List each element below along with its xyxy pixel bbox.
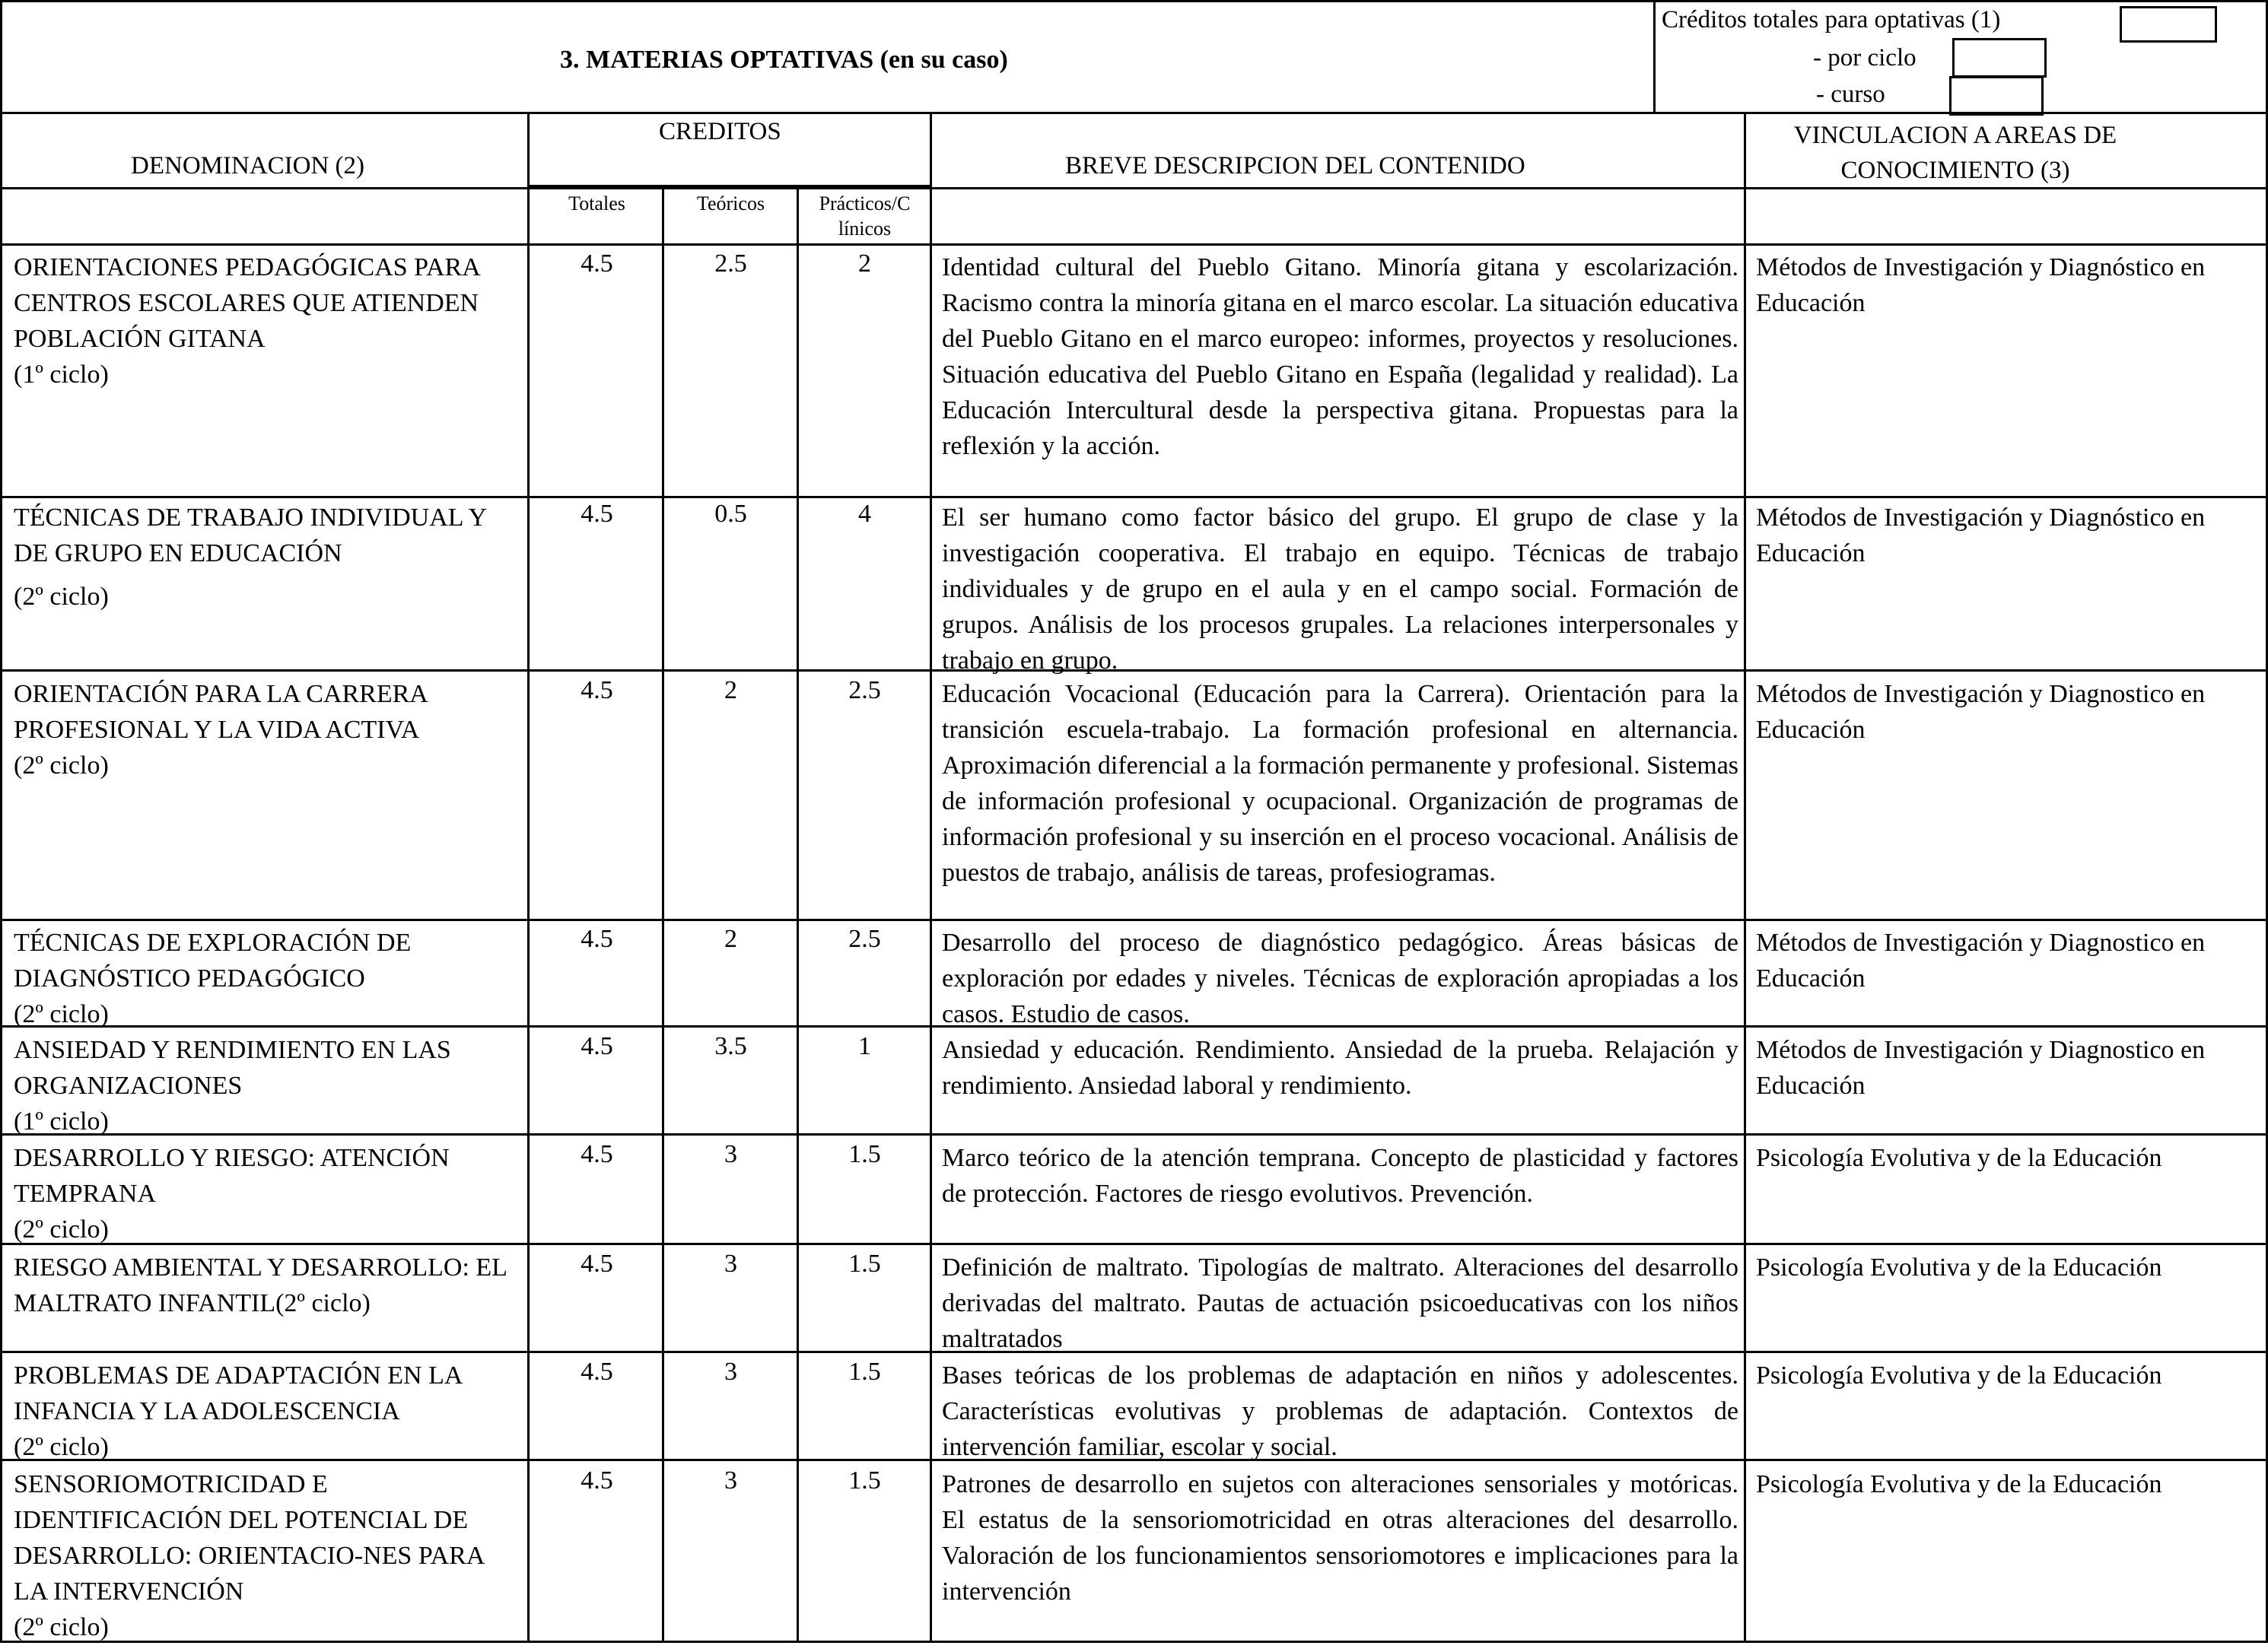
cell-teoricos: 3 bbox=[724, 1140, 737, 1168]
cell-area: Métodos de Investigación y Diagnóstico en Educación bbox=[1756, 504, 2206, 567]
row-name: RIESGO AMBIENTAL Y DESARROLLO: EL MALTRATO INFANTIL(2º ciclo) bbox=[14, 1253, 507, 1317]
credits-total-box bbox=[2120, 6, 2217, 43]
cell-description: El ser humano como factor básico del grupo. El grupo de clase y la investigación cooperativa. El trabajo en equipo. Técnicas de trabajo individuales y de grupo en el aula y en el campo social. Formación de grupos. Análisis de los procesos grupales. La relaciones interpersonales y trabajo en grupo. bbox=[942, 504, 1738, 675]
cell-practicos: 1.5 bbox=[848, 1140, 881, 1168]
page-title: 3. MATERIAS OPTATIVAS (en su caso) bbox=[560, 46, 1008, 74]
per-cycle-label: - por ciclo bbox=[1813, 44, 1917, 71]
cell-description: Ansiedad y educación. Rendimiento. Ansiedad de la prueba. Relajación y rendimiento. Ansiedad laboral y rendimiento. bbox=[942, 1036, 1738, 1100]
cell-description: Patrones de desarrollo en sujetos con alteraciones sensoriales y motóricas. El estatus de la sensoriomotricidad en otras alteraciones del desarrollo. Valoración de los funcionamientos sensoriomotores e implicaciones para la intervención bbox=[942, 1470, 1738, 1606]
cell-area: Métodos de Investigación y Diagnostico en Educación bbox=[1756, 680, 2206, 744]
col-vinculacion: VINCULACION A AREAS DE CONOCIMIENTO (3) bbox=[1793, 122, 2117, 184]
cell-teoricos: 3 bbox=[724, 1358, 737, 1386]
cell-teoricos: 3.5 bbox=[714, 1032, 747, 1060]
table-row bbox=[14, 249, 516, 392]
cell-totales: 4.5 bbox=[581, 676, 613, 704]
row-name: ORIENTACIONES PEDAGÓGICAS PARA CENTROS ESCOLARES QUE ATIENDEN POBLACIÓN GITANA bbox=[14, 253, 479, 353]
cell-area: Psicología Evolutiva y de la Educación bbox=[1756, 1253, 2162, 1282]
cell-area: Métodos de Investigación y Diagnostico en Educación bbox=[1756, 929, 2206, 993]
header-top-border bbox=[0, 0, 2268, 2]
cell-teoricos: 2 bbox=[724, 925, 737, 953]
row-name: SENSORIOMOTRICIDAD E IDENTIFICACIÓN DEL POTENCIAL DE DESARROLLO: ORIENTACIO-NES PARA LA INTERVENCIÓN bbox=[14, 1470, 484, 1606]
row-name: DESARROLLO Y RIESGO: ATENCIÓN TEMPRANA bbox=[14, 1144, 450, 1208]
row-cycle: (2º ciclo) bbox=[14, 1215, 109, 1244]
cell-area: Métodos de Investigación y Diagnóstico en Educación bbox=[1756, 253, 2206, 317]
row-divider-3 bbox=[0, 919, 2268, 921]
row-cycle: (1º ciclo) bbox=[14, 361, 109, 389]
cell-area: Psicología Evolutiva y de la Educación bbox=[1756, 1144, 2162, 1172]
col-line-3 bbox=[797, 187, 799, 1643]
row-name: PROBLEMAS DE ADAPTACIÓN EN LA INFANCIA Y LA ADOLESCENCIA bbox=[14, 1361, 462, 1425]
row-cycle: (2º ciclo) bbox=[14, 751, 109, 780]
cell-practicos: 2 bbox=[858, 249, 871, 278]
cell-practicos: 4 bbox=[858, 500, 871, 528]
per-course-label: - curso bbox=[1816, 81, 1885, 108]
row-cycle: (1º ciclo) bbox=[14, 1107, 109, 1136]
col-practicos: Prácticos/C línicos bbox=[819, 192, 911, 240]
col-denominacion: DENOMINACION (2) bbox=[131, 152, 365, 179]
col-line-2 bbox=[662, 187, 664, 1643]
cell-description: Identidad cultural del Pueblo Gitano. Minoría gitana y escolarización. Racismo contra la minoría gitana en el marco escolar. La situación educativa del Pueblo Gitano en el marco europeo: informes, proyectos y resoluciones. Situación educativa del Pueblo Gitano en España (legalidad y realidad). La Educación Intercultural desde la perspectiva gitana. Propuestas para la reflexión y la acción. bbox=[942, 253, 1738, 460]
cell-practicos: 2.5 bbox=[848, 925, 881, 953]
cell-area: Psicología Evolutiva y de la Educación bbox=[1756, 1361, 2162, 1390]
row-name: TÉCNICAS DE TRABAJO INDIVIDUAL Y DE GRUPO EN EDUCACIÓN bbox=[14, 504, 486, 567]
cell-practicos: 2.5 bbox=[848, 676, 881, 704]
cell-totales: 4.5 bbox=[581, 1358, 613, 1386]
table-row bbox=[14, 1358, 516, 1465]
cell-teoricos: 0.5 bbox=[714, 500, 747, 528]
table-row bbox=[14, 925, 516, 1032]
cell-teoricos: 3 bbox=[724, 1466, 737, 1495]
header-row-divider bbox=[0, 187, 2268, 189]
table-row bbox=[14, 500, 516, 615]
col-line-1 bbox=[527, 114, 530, 1643]
row-cycle: (2º ciclo) bbox=[14, 1613, 109, 1641]
cell-totales: 4.5 bbox=[581, 1466, 613, 1495]
table-row bbox=[14, 1140, 516, 1247]
cell-practicos: 1 bbox=[858, 1032, 871, 1060]
cell-description: Marco teórico de la atención temprana. Concepto de plasticidad y factores de protección. Factores de riesgo evolutivos. Prevención. bbox=[942, 1144, 1738, 1208]
row-cycle: (2º ciclo) bbox=[14, 583, 109, 611]
cell-totales: 4.5 bbox=[581, 1140, 613, 1168]
cell-description: Desarrollo del proceso de diagnóstico pedagógico. Áreas básicas de exploración por edades y niveles. Técnicas de exploración apropiadas a los casos. Estudio de casos. bbox=[942, 929, 1738, 1028]
header-bottom-border bbox=[0, 112, 2268, 114]
cell-teoricos: 2.5 bbox=[714, 249, 747, 278]
cell-teoricos: 3 bbox=[724, 1250, 737, 1278]
cell-totales: 4.5 bbox=[581, 1032, 613, 1060]
table-left-border bbox=[0, 0, 2, 1643]
row-name: ORIENTACIÓN PARA LA CARRERA PROFESIONAL Y LA VIDA ACTIVA bbox=[14, 680, 427, 744]
cell-practicos: 1.5 bbox=[848, 1250, 881, 1278]
cell-description: Educación Vocacional (Educación para la Carrera). Orientación para la transición escuela-trabajo. La formación profesional en alternancia. Aproximación diferencial a la formación permanente y profesional. Sistemas de información profesional y ocupacional. Organización de programas de información profesional y su inserción en el proceso vocacional. Análisis de puestos de trabajo, análisis de tareas, profesiogramas. bbox=[942, 680, 1739, 887]
table-row bbox=[14, 1250, 516, 1321]
row-cycle: (2º ciclo) bbox=[14, 1000, 109, 1028]
col-line-5 bbox=[1744, 114, 1746, 1643]
cell-practicos: 1.5 bbox=[848, 1466, 881, 1495]
per-course-box bbox=[1949, 76, 2044, 116]
table-row bbox=[14, 676, 516, 783]
row-name: ANSIEDAD Y RENDIMIENTO EN LAS ORGANIZACIONES bbox=[14, 1036, 451, 1100]
table-row bbox=[14, 1032, 516, 1139]
row-name: TÉCNICAS DE EXPLORACIÓN DE DIAGNÓSTICO PEDAGÓGICO bbox=[14, 929, 412, 993]
col-descripcion: BREVE DESCRIPCION DEL CONTENIDO bbox=[1065, 152, 1525, 179]
cell-area: Métodos de Investigación y Diagnostico en Educación bbox=[1756, 1036, 2206, 1100]
cell-totales: 4.5 bbox=[581, 1250, 613, 1278]
per-cycle-box bbox=[1952, 38, 2047, 78]
subheader-bottom-border bbox=[0, 243, 2268, 246]
cell-totales: 4.5 bbox=[581, 500, 613, 528]
cell-description: Bases teóricas de los problemas de adaptación en niños y adolescentes. Características evolutivas y problemas de adaptación. Contextos de intervención familiar, escolar y social. bbox=[942, 1361, 1738, 1461]
cell-totales: 4.5 bbox=[581, 249, 613, 278]
cell-teoricos: 2 bbox=[724, 676, 737, 704]
row-divider-1 bbox=[0, 496, 2268, 498]
cell-area: Psicología Evolutiva y de la Educación bbox=[1756, 1470, 2162, 1498]
col-totales: Totales bbox=[568, 192, 625, 214]
col-line-4 bbox=[930, 114, 932, 1643]
col-creditos: CREDITOS bbox=[659, 118, 781, 145]
credits-total-label: Créditos totales para optativas (1) bbox=[1662, 6, 2001, 33]
cell-totales: 4.5 bbox=[581, 925, 613, 953]
table-row bbox=[14, 1466, 516, 1645]
cell-practicos: 1.5 bbox=[848, 1358, 881, 1386]
col-teoricos: Teóricos bbox=[696, 192, 765, 214]
header-divider bbox=[1653, 0, 1656, 114]
row-cycle: (2º ciclo) bbox=[14, 1433, 109, 1461]
cell-description: Definición de maltrato. Tipologías de maltrato. Alteraciones del desarrollo derivadas del maltrato. Pautas de actuación psicoeducativas con los niños maltratados bbox=[942, 1253, 1738, 1353]
